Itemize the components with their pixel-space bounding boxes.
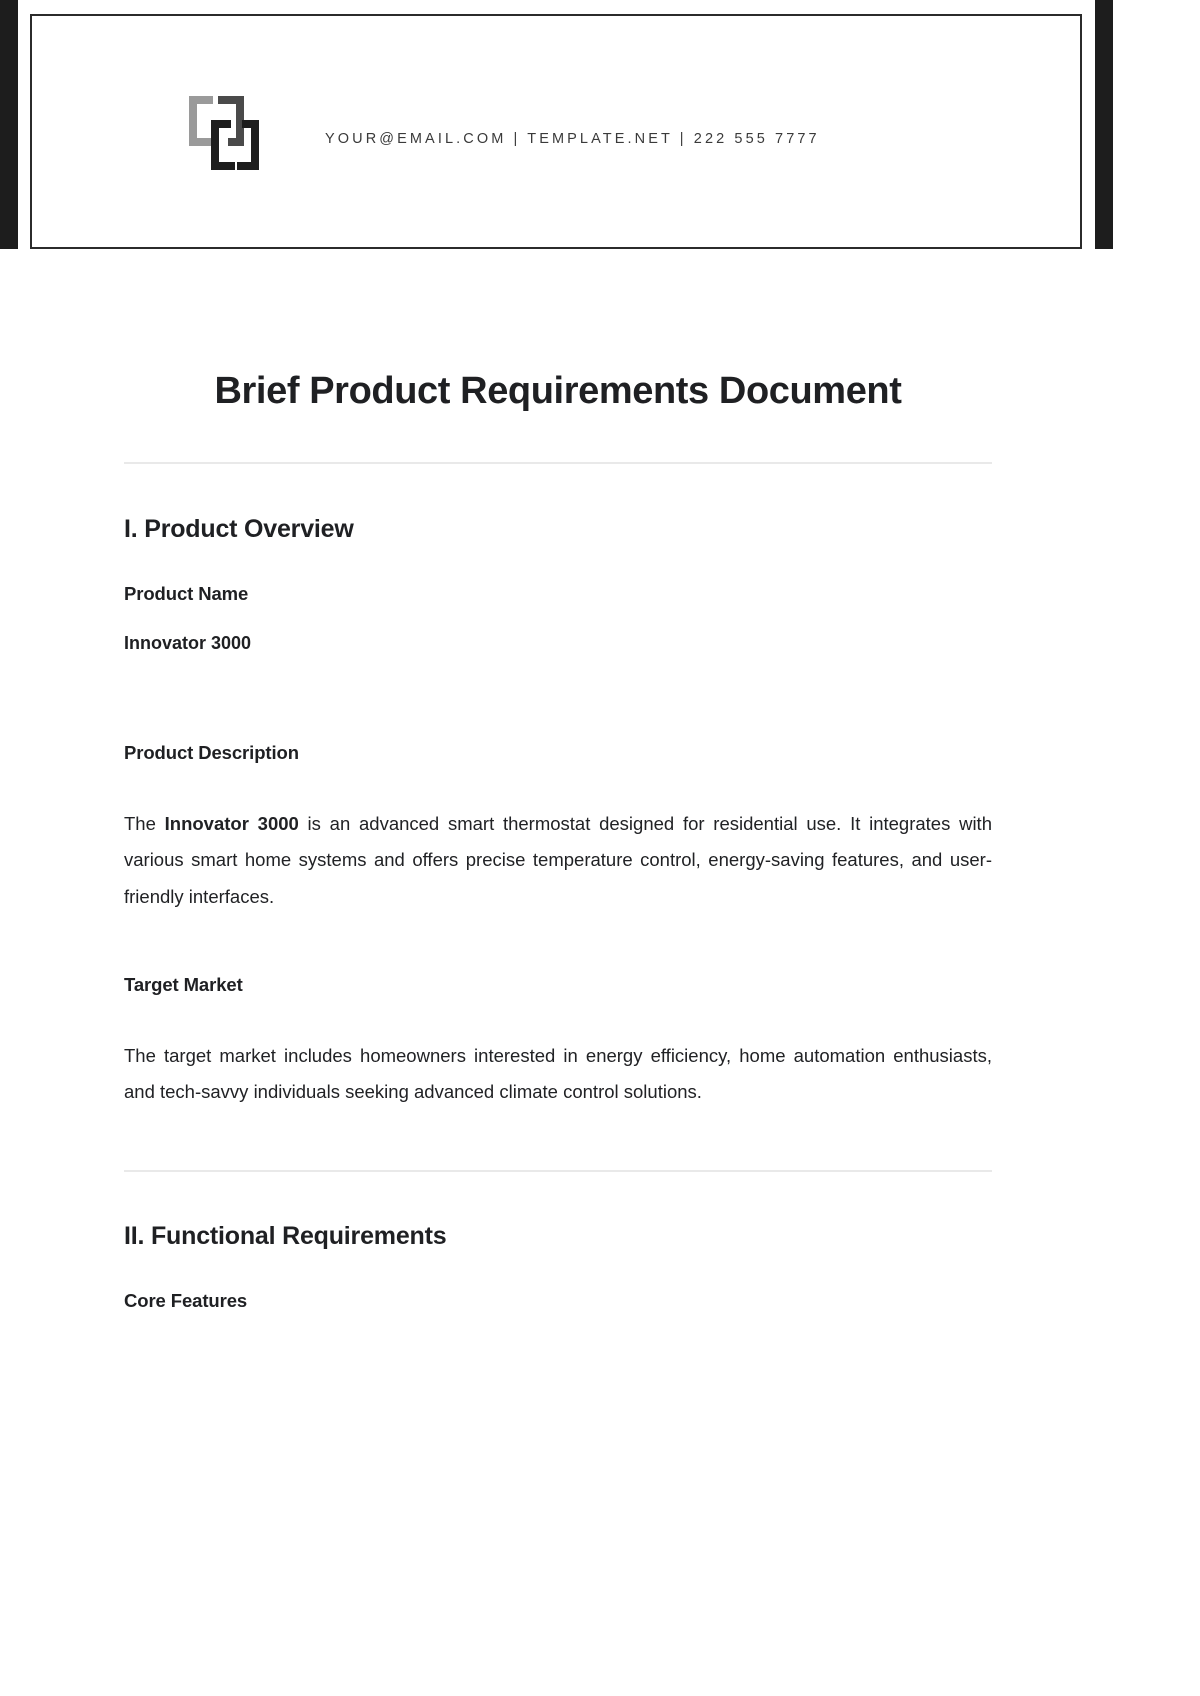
paragraph-product-description	[124, 806, 992, 916]
label-target-market: Target Market	[124, 974, 243, 995]
left-edge-bar	[0, 0, 18, 249]
brackets-logo	[187, 94, 261, 172]
label-core-features: Core Features	[124, 1290, 248, 1311]
page-title: Brief Product Requirements Document	[214, 370, 902, 412]
product-description-bold-name: Innovator 3000	[164, 812, 299, 834]
value-product-name: Innovator 3000	[124, 633, 252, 653]
product-description-lead: The	[124, 812, 165, 834]
letterhead-contact-line: YOUR@EMAIL.COM | TEMPLATE.NET | 222 555 7777	[325, 131, 820, 147]
right-edge-bar	[1095, 0, 1113, 249]
paragraph-target-market: The target market includes homeowners interested in energy efficiency, home automation enthusiasts, and tech-savvy individuals seeking advanced climate control solutions.	[124, 1044, 992, 1102]
label-product-name: Product Name	[124, 583, 249, 604]
section-heading-functional-requirements: II. Functional Requirements	[124, 1222, 447, 1250]
product-description-rest: is an advanced smart thermostat designed for residential use. It integrates with various smart home systems and offers precise temperature control, energy-saving features, and user-friendly interfaces.	[124, 812, 992, 907]
label-product-description: Product Description	[124, 742, 299, 763]
section-heading-product-overview: I. Product Overview	[124, 515, 354, 543]
title-divider	[124, 462, 992, 464]
section-divider	[124, 1170, 992, 1172]
